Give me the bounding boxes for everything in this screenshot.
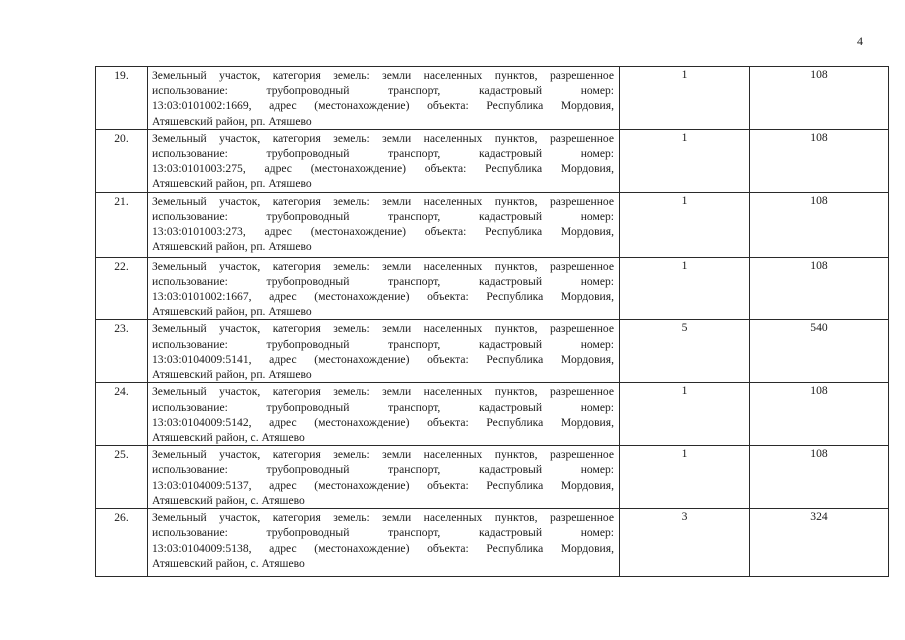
row-number: 22. [96, 257, 148, 320]
description-line: 13:03:0101002:1669, адрес (местонахождение) объекта: Республика Мордовия, [152, 99, 614, 113]
row-number: 25. [96, 446, 148, 509]
description-line: использование: трубопроводный транспорт, кадастровый номер: [152, 400, 614, 414]
description-line: Атяшевский район, рп. Атяшево [152, 305, 312, 319]
table-body [96, 67, 889, 577]
description-line: 13:03:0101002:1667, адрес (местонахождение) объекта: Республика Мордовия, [152, 290, 614, 304]
table-row [96, 67, 889, 130]
description-line: 13:03:0104009:5138, адрес (местонахождение) объекта: Республика Мордовия, [152, 541, 614, 555]
description-line: использование: трубопроводный транспорт, кадастровый номер: [152, 274, 614, 288]
description-line: Атяшевский район, рп. Атяшево [152, 114, 312, 128]
description-line: 13:03:0101003:273, адрес (местонахождение) объекта: Республика Мордовия, [152, 225, 614, 239]
description-line: Земельный участок, категория земель: земли населенных пунктов, разрешенное [152, 69, 614, 82]
plot-area: 108 [750, 257, 889, 320]
description-line: Атяшевский район, рп. Атяшево [152, 368, 312, 382]
plot-description [148, 192, 620, 257]
plot-area: 108 [750, 446, 889, 509]
plot-area: 108 [750, 383, 889, 446]
description-line: 13:03:0104009:5141, адрес (местонахождение) объекта: Республика Мордовия, [152, 352, 614, 366]
description-line: использование: трубопроводный транспорт, кадастровый номер: [152, 147, 614, 161]
description-line: Атяшевский район, с. Атяшево [152, 493, 305, 507]
description-line: использование: трубопроводный транспорт, кадастровый номер: [152, 209, 614, 223]
description-line: Земельный участок, категория земель: земли населенных пунктов, разрешенное [152, 448, 614, 462]
row-number: 26. [96, 509, 148, 577]
page-number: 4 [857, 34, 863, 48]
row-number: 21. [96, 192, 148, 257]
table-row [96, 192, 889, 257]
plot-quantity: 1 [620, 257, 750, 320]
plot-description [148, 320, 620, 383]
plot-quantity: 1 [620, 446, 750, 509]
description-line: 13:03:0104009:5142, адрес (местонахождение) объекта: Республика Мордовия, [152, 415, 614, 429]
description-line: 13:03:0101003:275, адрес (местонахождение) объекта: Республика Мордовия, [152, 162, 614, 176]
description-line: Атяшевский район, с. Атяшево [152, 431, 305, 445]
table-row [96, 129, 889, 192]
row-number: 19. [96, 67, 148, 130]
description-line: Атяшевский район, рп. Атяшево [152, 240, 312, 254]
plot-quantity: 1 [620, 383, 750, 446]
plot-description [148, 509, 620, 577]
plot-description [148, 383, 620, 446]
row-number: 20. [96, 129, 148, 192]
plot-area: 108 [750, 192, 889, 257]
description-line: Атяшевский район, с. Атяшево [152, 556, 305, 570]
plot-quantity: 5 [620, 320, 750, 383]
description-line: Земельный участок, категория земель: земли населенных пунктов, разрешенное [152, 511, 614, 525]
plot-area: 108 [750, 129, 889, 192]
description-line: использование: трубопроводный транспорт, кадастровый номер: [152, 463, 614, 477]
table-row [96, 257, 889, 320]
plot-description [148, 257, 620, 320]
row-number: 23. [96, 320, 148, 383]
description-line: использование: трубопроводный транспорт, кадастровый номер: [152, 84, 614, 98]
row-number: 24. [96, 383, 148, 446]
plot-description [148, 67, 620, 130]
table-row [96, 446, 889, 509]
plot-area: 324 [750, 509, 889, 577]
description-line: Земельный участок, категория земель: земли населенных пунктов, разрешенное [152, 322, 614, 336]
description-line: Земельный участок, категория земель: земли населенных пунктов, разрешенное [152, 385, 614, 399]
description-line: использование: трубопроводный транспорт, кадастровый номер: [152, 337, 614, 351]
plot-area: 108 [750, 67, 889, 130]
table-row [96, 320, 889, 383]
plot-description [148, 446, 620, 509]
plot-quantity: 1 [620, 129, 750, 192]
table-row [96, 383, 889, 446]
description-line: 13:03:0104009:5137, адрес (местонахождение) объекта: Республика Мордовия, [152, 478, 614, 492]
description-line: Земельный участок, категория земель: земли населенных пунктов, разрешенное [152, 259, 614, 273]
description-line: Земельный участок, категория земель: земли населенных пунктов, разрешенное [152, 131, 614, 145]
plot-area: 540 [750, 320, 889, 383]
description-line: Атяшевский район, рп. Атяшево [152, 177, 312, 191]
plot-quantity: 1 [620, 192, 750, 257]
description-line: использование: трубопроводный транспорт, кадастровый номер: [152, 526, 614, 540]
plot-quantity: 1 [620, 67, 750, 130]
plot-description [148, 129, 620, 192]
plot-quantity: 3 [620, 509, 750, 577]
description-line: Земельный участок, категория земель: земли населенных пунктов, разрешенное [152, 194, 614, 208]
table-row [96, 509, 889, 577]
land-plots-table [95, 66, 889, 577]
